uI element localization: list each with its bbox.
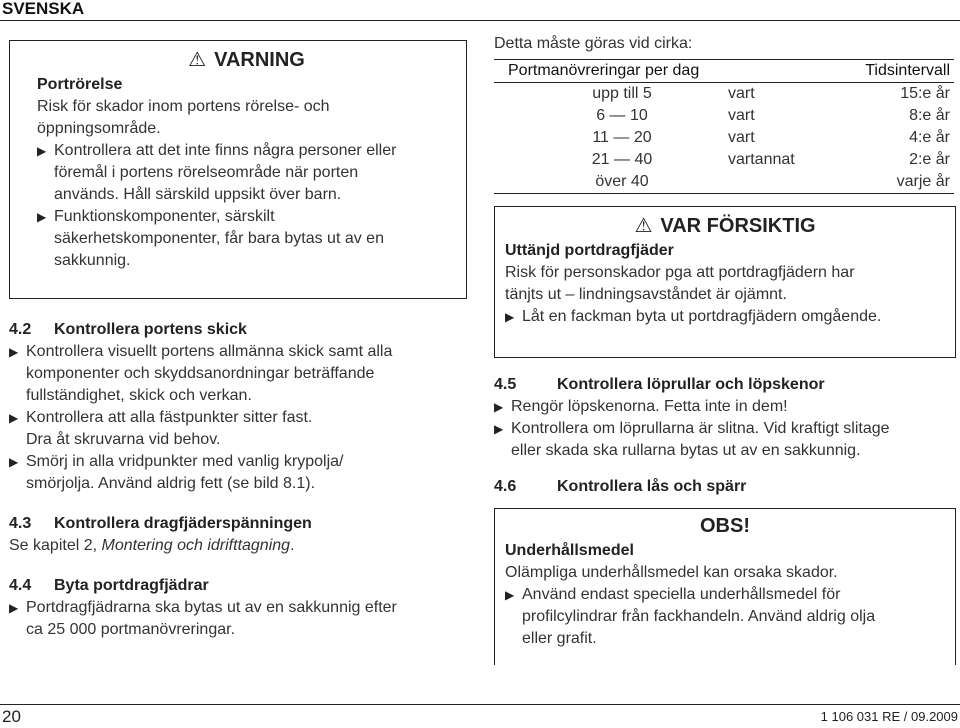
- section-number: 4.3: [9, 515, 32, 532]
- table-cell: över 40: [494, 171, 724, 194]
- bullet-line: ▶ Smörj in alla vridpunkter med vanlig krypolja/: [26, 453, 344, 470]
- bullet-line: ca 25 000 portmanövreringar.: [26, 621, 236, 638]
- section-number: 4.5: [494, 376, 517, 393]
- warning-title-text: VARNING: [214, 49, 305, 71]
- section-bullet: [9, 451, 467, 495]
- bottom-rule: [0, 704, 960, 705]
- caution-bullet: [505, 306, 945, 328]
- bullet-line: säkerhetskomponenter, får bara bytas ut av en: [54, 230, 384, 247]
- section-heading: [494, 476, 956, 498]
- obs-line: Olämpliga underhållsmedel kan orsaka skador.: [505, 564, 838, 581]
- warning-line: Risk för skador inom portens rörelse- och: [37, 98, 330, 115]
- bullet-line: ▶ Funktionskomponenter, särskilt: [54, 208, 275, 225]
- obs-title: OBS!: [700, 515, 750, 537]
- warning-triangle-icon: ⚠: [188, 49, 207, 71]
- bullet-line: eller skada ska rullarna bytas ut av en sakkunnig.: [511, 442, 861, 459]
- bullet-line: Dra åt skruvarna vid behov.: [26, 431, 221, 448]
- table-cell: [724, 171, 827, 194]
- bullet-line: ▶ Kontrollera att det inte finns några personer eller: [54, 142, 397, 159]
- section-heading: [9, 319, 467, 341]
- section-bullet: [494, 418, 956, 462]
- caution-subtitle: Uttänjd portdragfjäder: [505, 242, 674, 259]
- table-cell: varje år: [827, 171, 954, 194]
- warning-title: [37, 47, 456, 72]
- section-title: Kontrollera portens skick: [54, 321, 247, 338]
- left-column: [9, 40, 467, 641]
- section-title: Kontrollera dragfjäderspänningen: [54, 515, 312, 532]
- warning-box: [9, 40, 467, 299]
- bullet-line: ▶ Kontrollera att alla fästpunkter sitter fast.: [26, 409, 313, 426]
- bullet-line: sakkunnig.: [54, 252, 131, 269]
- section-4-6: [494, 476, 956, 498]
- section-4-3: [9, 513, 467, 557]
- section-title: Byta portdragfjädrar: [54, 577, 209, 594]
- caution-line: Risk för personskador pga att portdragfjädern har: [505, 264, 855, 281]
- caution-title: [505, 213, 945, 238]
- section-bullet: [9, 597, 467, 641]
- text-part: .: [290, 537, 295, 554]
- section-number: 4.2: [9, 321, 32, 338]
- section-bullet: [494, 396, 956, 418]
- bullet-line: profilcylindrar från fackhandeln. Använd aldrig olja: [522, 608, 876, 625]
- table-cell: upp till 5: [592, 85, 652, 102]
- section-4-2: [9, 319, 467, 495]
- bullet-line: ▶ Låt en fackman byta ut portdragfjädern omgående.: [522, 308, 882, 325]
- section-number: 4.6: [494, 478, 517, 495]
- section-heading: [9, 575, 467, 597]
- caution-title-text: VAR FÖRSIKTIG: [660, 215, 816, 237]
- section-number: 4.4: [9, 577, 32, 594]
- section-title: Kontrollera lås och spärr: [557, 478, 747, 495]
- table-row: [494, 127, 954, 149]
- section-text: [9, 535, 467, 557]
- text-part: Se kapitel 2,: [9, 537, 102, 554]
- table-row: [494, 105, 954, 127]
- document-reference: 1 106 031 RE / 09.2009: [820, 709, 958, 724]
- section-title: Kontrollera löprullar och löpskenor: [557, 376, 825, 393]
- section-heading: [9, 513, 467, 535]
- bullet-line: föremål i portens rörelseområde när porten: [54, 164, 359, 181]
- table-cell: vart: [728, 129, 755, 146]
- bullet-line: används. Håll särskild uppsikt över barn.: [54, 186, 342, 203]
- warning-triangle-icon: ⚠: [634, 215, 653, 237]
- column-header: Tidsintervall: [827, 60, 954, 83]
- section-bullet: [9, 341, 467, 407]
- bullet-line: komponenter och skyddsanordningar beträffande: [26, 365, 375, 382]
- language-header: SVENSKA: [2, 0, 85, 18]
- bullet-line: ▶ Rengör löpskenorna. Fetta inte in dem!: [511, 398, 788, 415]
- bullet-line: ▶ Kontrollera om löprullarna är slitna. Vid kraftigt slitage: [511, 420, 890, 437]
- bullet-line: eller grafit.: [522, 630, 597, 647]
- chapter-reference: Montering och idrifttagning: [101, 537, 291, 554]
- table-cell: 11 — 20: [592, 129, 652, 146]
- table-cell: 4:e år: [909, 129, 950, 146]
- bullet-line: fullständighet, skick och verkan.: [26, 387, 252, 404]
- table-cell: 2:e år: [909, 151, 950, 168]
- warning-line: öppningsområde.: [37, 120, 161, 137]
- section-4-4: [9, 575, 467, 641]
- table-row: [494, 83, 954, 106]
- caution-line: tänjts ut – lindningsavståndet är ojämnt.: [505, 286, 787, 303]
- bullet-line: ▶ Använd endast speciella underhållsmedel för: [522, 586, 841, 603]
- caution-box: [494, 206, 956, 358]
- obs-bullet: [505, 584, 945, 650]
- section-heading: [494, 374, 956, 396]
- top-rule: [0, 20, 960, 21]
- warning-bullet: [37, 206, 456, 272]
- table-cell: vart: [728, 107, 755, 124]
- column-header: Portmanövreringar per dag: [494, 60, 827, 83]
- table-row: [494, 149, 954, 171]
- page-number: 20: [2, 707, 21, 726]
- section-4-5: [494, 374, 956, 462]
- bullet-line: ▶ Portdragfjädrarna ska bytas ut av en sakkunnig efter: [26, 599, 397, 616]
- right-column: [494, 33, 956, 665]
- table-cell: 15:e år: [900, 85, 950, 102]
- obs-box: [494, 508, 956, 665]
- maintenance-schedule-table: [494, 59, 954, 194]
- warning-bullet: [37, 140, 456, 206]
- section-bullet: [9, 407, 467, 451]
- warning-subtitle: Portrörelse: [37, 76, 123, 93]
- bullet-line: ▶ Kontrollera visuellt portens allmänna skick samt alla: [26, 343, 393, 360]
- table-cell: 21 — 40: [591, 151, 653, 168]
- obs-subtitle: Underhållsmedel: [505, 542, 634, 559]
- table-cell: 6 — 10: [596, 107, 648, 124]
- schedule-intro: Detta måste göras vid cirka:: [494, 35, 693, 52]
- table-cell: vart: [728, 85, 755, 102]
- table-header-row: [494, 60, 954, 83]
- table-cell: vartannat: [728, 151, 795, 168]
- table-row: [494, 171, 954, 194]
- bullet-line: smörjolja. Använd aldrig fett (se bild 8.1).: [26, 475, 316, 492]
- table-cell: 8:e år: [909, 107, 950, 124]
